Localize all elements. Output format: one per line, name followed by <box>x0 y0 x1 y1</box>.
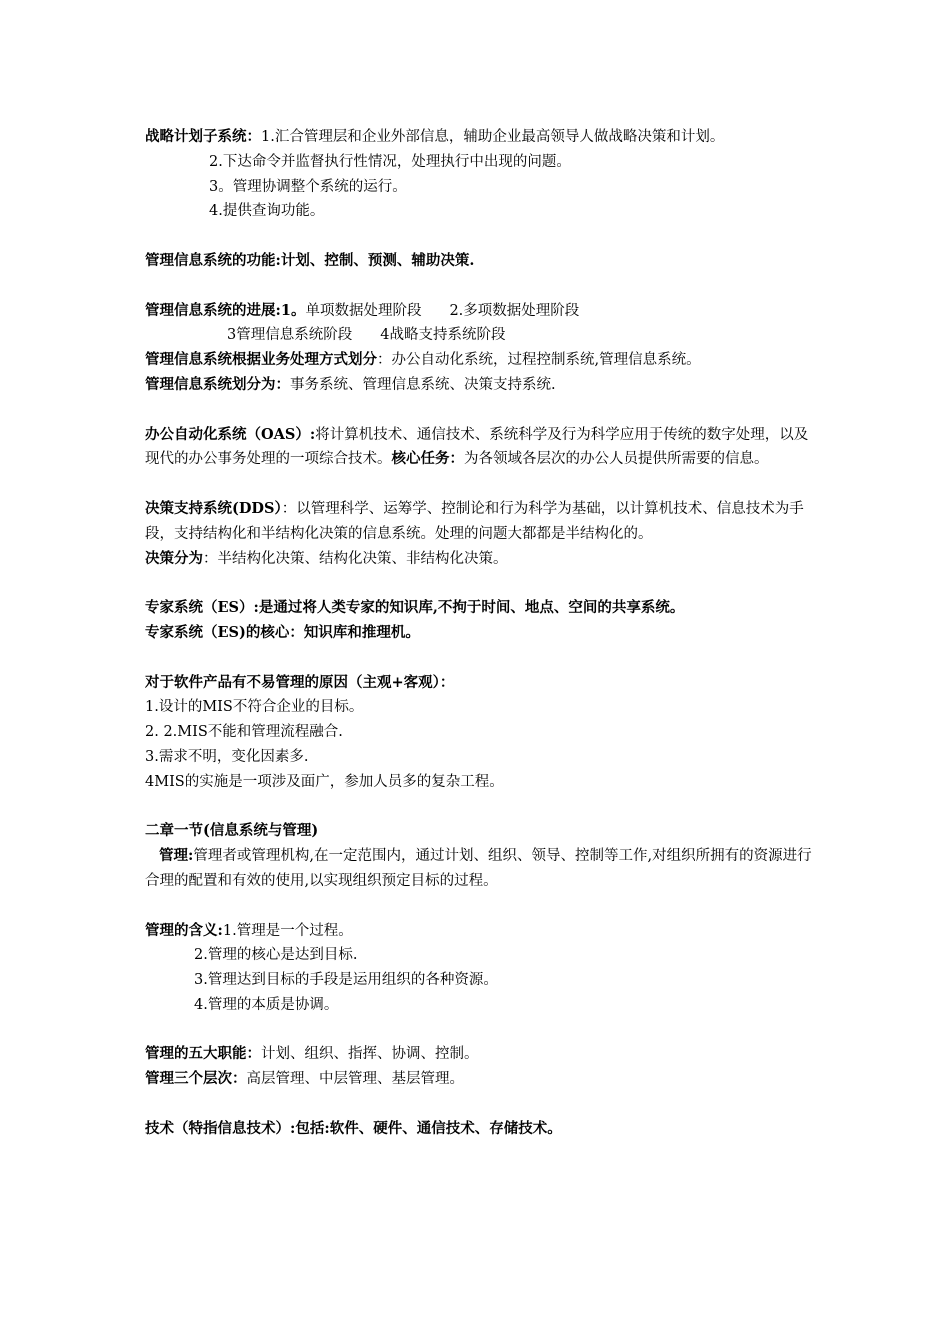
mgmt-label: 管理: <box>159 847 194 865</box>
tech-text: 技术（特指信息技术）:包括:软件、硬件、通信技术、存储技术。 <box>145 1119 562 1137</box>
software-item-2: 2. 2.MIS不能和管理流程融合. <box>145 724 343 741</box>
three-levels-text: 高层管理、中层管理、基层管理。 <box>246 1071 464 1088</box>
spacer <box>145 646 815 671</box>
spacer <box>145 1092 815 1117</box>
mis-progress-stage-1: 单项数据处理阶段 <box>305 302 422 319</box>
oas-paragraph <box>145 423 815 473</box>
mis-by-business-text: ：办公自动化系统，过程控制系统,管理信息系统。 <box>377 352 701 369</box>
strategic-item-1: 1.汇合管理层和企业外部信息，辅助企业最高领导人做战略决策和计划。 <box>261 129 725 145</box>
meaning-item-3: 3.管理达到目标的手段是运用组织的各种资源。 <box>194 972 498 989</box>
indent <box>145 848 159 864</box>
strategic-item-4: 4.提供查询功能。 <box>209 203 325 220</box>
mis-division <box>145 373 815 398</box>
meaning-line-1 <box>145 919 815 944</box>
dss-label: 决策支持系统(DDS） <box>145 499 282 517</box>
meaning-item-4: 4.管理的本质是协调。 <box>194 996 339 1013</box>
spacer <box>145 398 815 423</box>
dss-split-label: 决策分为 <box>145 549 203 567</box>
es-line-1-text: 专家系统（ES）:是通过将人类专家的知识库,不拘于时间、地点、空间的共享系统。 <box>145 599 685 617</box>
dss-split <box>145 547 815 572</box>
oas-label: 办公自动化系统（OAS）: <box>145 425 316 443</box>
dss-split-text: ：半结构化决策、结构化决策、非结构化决策。 <box>203 550 508 567</box>
mis-by-business-label: 管理信息系统根据业务处理方式划分 <box>145 351 377 369</box>
es-line-2-text: 专家系统（ES)的核心：知识库和推理机。 <box>145 623 420 641</box>
mis-progress-line-2 <box>145 323 815 348</box>
oas-text: 将计算机技术、通信技术、系统科学及行为科学应用于传统的数字处理，以及现代的办公事务处理的一项综合技术。 <box>145 426 809 468</box>
software-title <box>145 671 815 696</box>
mis-division-label: 管理信息系统划分为： <box>145 375 290 393</box>
three-levels-label: 管理三个层次： <box>145 1070 247 1088</box>
mis-division-text: 事务系统、管理信息系统、决策支持系统. <box>290 376 556 393</box>
mgmt-text: 管理者或管理机构,在一定范围内，通过计划、组织、领导、控制等工作,对组织所拥有的资源进行合理的配置和有效的使用,以实现组织预定目标的过程。 <box>145 848 812 889</box>
spacer <box>145 274 815 299</box>
software-item-1: 1.设计的MIS不符合企业的目标。 <box>145 699 364 716</box>
strategic-item-2: 2.下达命令并监督执行性情况，处理执行中出现的问题。 <box>209 153 571 170</box>
dss-text: ：以管理科学、运筹学、控制论和行为科学为基础，以计算机技术、信息技术为手段，支持结构化和半结构化决策的信息系统。处理的问题大都都是半结构化的。 <box>145 500 804 542</box>
mis-by-business <box>145 348 815 373</box>
mgmt-definition <box>145 844 815 894</box>
meaning-item-1: 1.管理是一个过程。 <box>222 922 353 939</box>
spacer <box>145 1018 815 1043</box>
spacer <box>145 224 815 249</box>
chapter-title <box>145 819 815 844</box>
mis-function-text: 管理信息系统的功能:计划、控制、预测、辅助决策. <box>145 251 475 269</box>
strategic-item-3: 3。管理协调整个系统的运行。 <box>209 178 407 195</box>
spacer <box>145 472 815 497</box>
chapter-title-text: 二章一节(信息系统与管理) <box>145 822 319 840</box>
spacer <box>145 571 815 596</box>
three-levels <box>145 1067 815 1092</box>
software-item-4: 4MIS的实施是一项涉及面广，参加人员多的复杂工程。 <box>145 773 504 790</box>
dss-paragraph <box>145 497 815 547</box>
meaning-label: 管理的含义: <box>145 921 223 939</box>
spacer <box>145 894 815 919</box>
meaning-item-2: 2.管理的核心是达到目标. <box>194 947 358 964</box>
mis-progress-label: 管理信息系统的进展:1。 <box>145 301 306 319</box>
oas-core-label: 核心任务： <box>391 450 464 468</box>
five-functions <box>145 1042 815 1067</box>
software-title-text: 对于软件产品有不易管理的原因（主观+客观）： <box>145 673 455 691</box>
spacer <box>145 795 815 820</box>
document-body <box>145 125 815 1142</box>
tech-line <box>145 1117 815 1142</box>
strategic-line-1 <box>145 125 815 150</box>
mis-progress-stage-3: 3管理信息系统阶段 <box>227 327 353 344</box>
es-line-2 <box>145 621 815 646</box>
mis-function <box>145 249 815 274</box>
mis-progress-line-1 <box>145 299 815 324</box>
strategic-label: 战略计划子系统： <box>145 128 261 145</box>
mis-progress-stage-4: 4战略支持系统阶段 <box>380 327 506 344</box>
software-item-3: 3.需求不明，变化因素多. <box>145 748 309 765</box>
oas-core-text: 为各领域各层次的办公人员提供所需要的信息。 <box>464 451 769 468</box>
es-line-1 <box>145 596 815 621</box>
five-functions-label: 管理的五大职能： <box>145 1045 261 1063</box>
mis-progress-stage-2: 2.多项数据处理阶段 <box>449 302 580 319</box>
five-functions-text: 计划、组织、指挥、协调、控制。 <box>261 1046 479 1063</box>
